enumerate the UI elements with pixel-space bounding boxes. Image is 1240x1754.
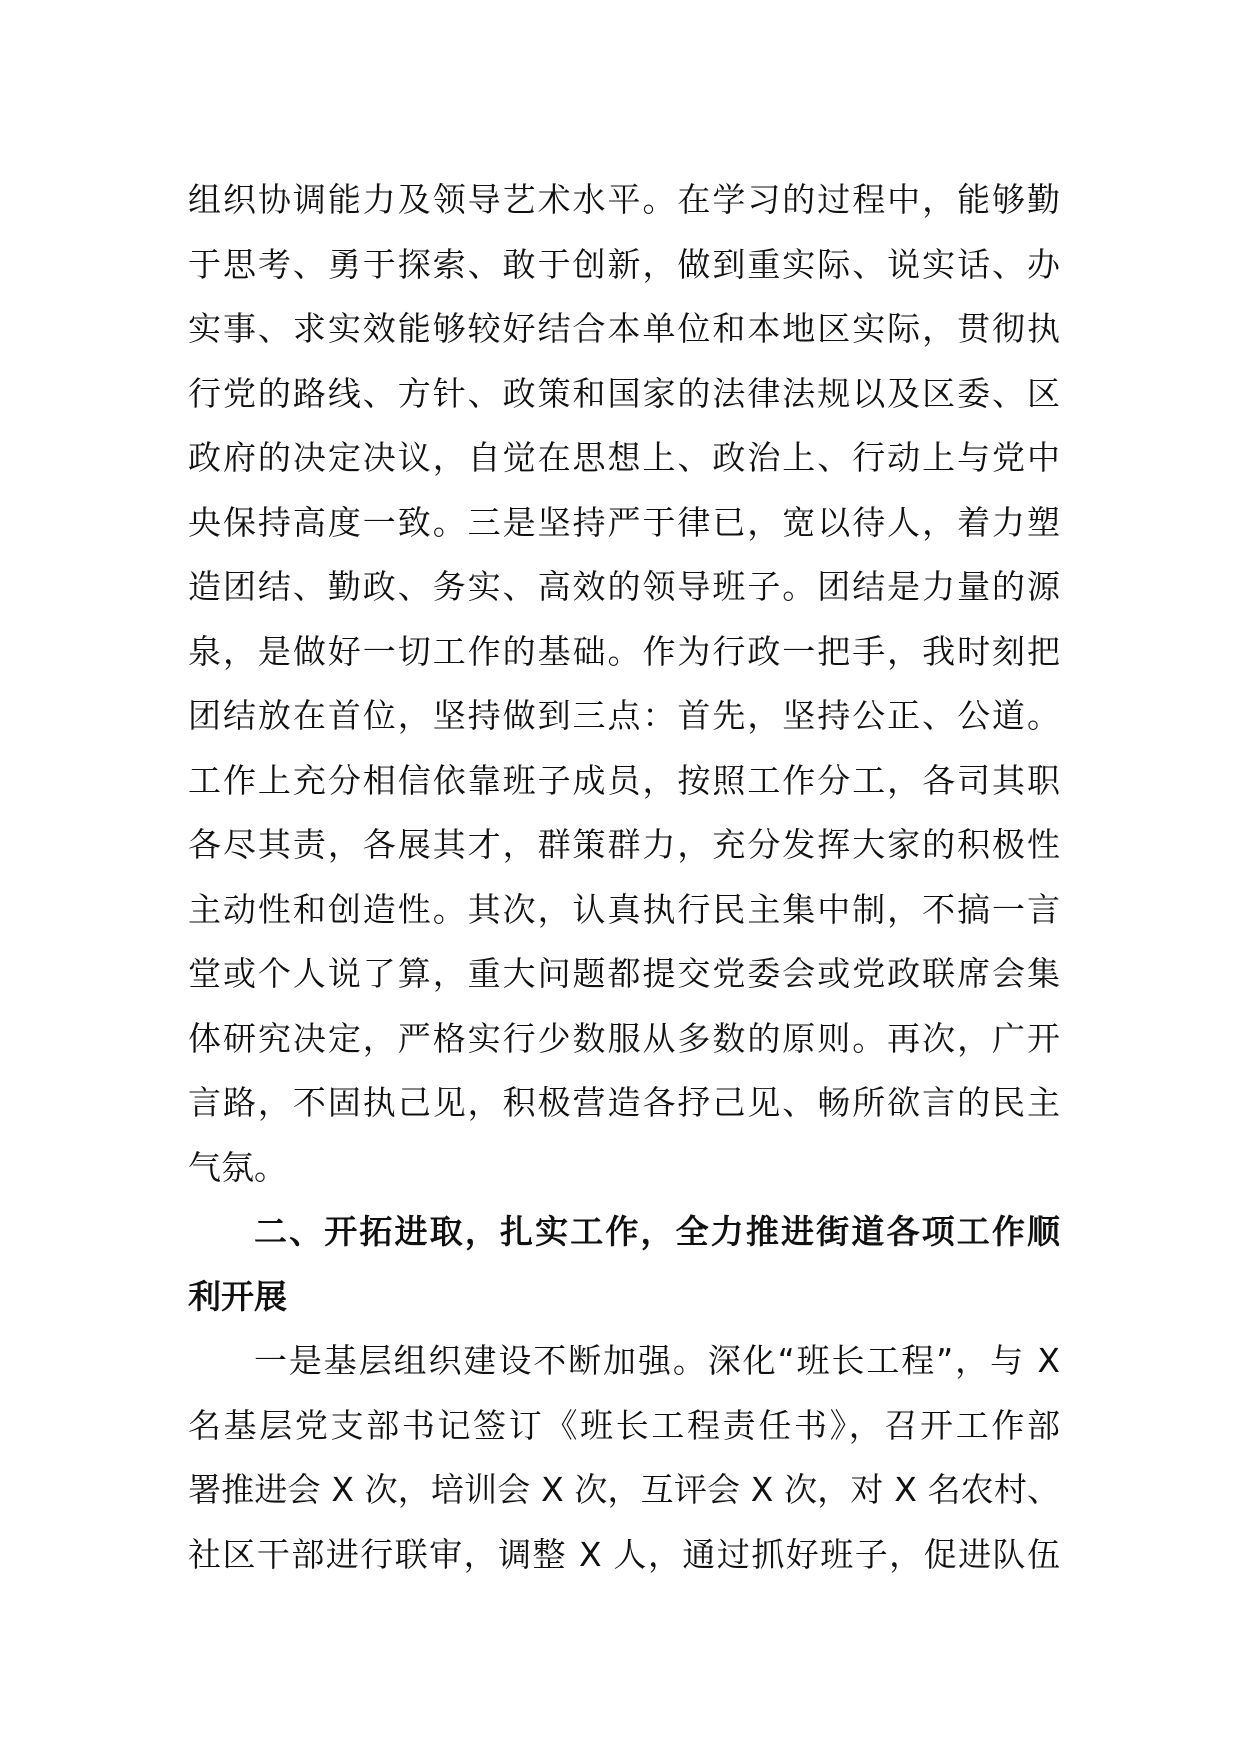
paragraph-line: 署推进会 X 次，培训会 X 次，互评会 X 次，对 X 名农村、 <box>188 1470 1060 1509</box>
body-paragraph-3 <box>188 1329 1060 1587</box>
paragraph-line: 工作上充分相信依靠班子成员，按照工作分工，各司其职 <box>188 760 1060 800</box>
section-heading <box>188 1200 1060 1329</box>
heading-line: 利开展 <box>188 1276 287 1316</box>
paragraph-line: 堂或个人说了算，重大问题都提交党委会或党政联席会集 <box>188 954 1060 993</box>
paragraph-line: 一是基层组织建设不断加强。深化“班长工程”，与 X <box>254 1341 1060 1380</box>
paragraph-line: 社区干部进行联审，调整 X 人，通过抓好班子，促进队伍 <box>188 1534 1060 1574</box>
heading-line: 二、开拓进取，扎实工作，全力推进街道各项工作顺 <box>254 1212 1060 1251</box>
paragraph-line: 政府的决定决议，自觉在思想上、政治上、行动上与党中 <box>188 438 1060 477</box>
paragraph-line: 组织协调能力及领导艺术水平。在学习的过程中，能够勤 <box>188 180 1060 219</box>
paragraph-line: 各尽其责，各展其才，群策群力，充分发挥大家的积极性 <box>188 825 1060 864</box>
body-paragraph-1 <box>188 168 1060 1200</box>
paragraph-line: 主动性和创造性。其次，认真执行民主集中制，不搞一言 <box>188 889 1060 929</box>
paragraph-line: 名基层党支部书记签订《班长工程责任书》，召开工作部 <box>188 1405 1060 1445</box>
paragraph-line: 言路，不固执己见，积极营造各抒己见、畅所欲言的民主 <box>188 1083 1060 1122</box>
paragraph-line: 实事、求实效能够较好结合本单位和本地区实际，贯彻执 <box>188 309 1060 348</box>
paragraph-line: 于思考、勇于探索、敢于创新，做到重实际、说实话、办 <box>188 244 1060 284</box>
paragraph-line: 团结放在首位，坚持做到三点：首先，坚持公正、公道。 <box>188 696 1060 735</box>
paragraph-line: 行党的路线、方针、政策和国家的法律法规以及区委、区 <box>188 373 1060 413</box>
paragraph-line: 气氛。 <box>188 1147 287 1187</box>
paragraph-line: 泉，是做好一切工作的基础。作为行政一把手，我时刻把 <box>188 631 1060 671</box>
paragraph-line: 造团结、勤政、务实、高效的领导班子。团结是力量的源 <box>188 567 1060 606</box>
paragraph-line: 央保持高度一致。三是坚持严于律已，宽以待人，着力塑 <box>188 502 1060 542</box>
paragraph-line: 体研究决定，严格实行少数服从多数的原则。再次，广开 <box>188 1018 1060 1058</box>
